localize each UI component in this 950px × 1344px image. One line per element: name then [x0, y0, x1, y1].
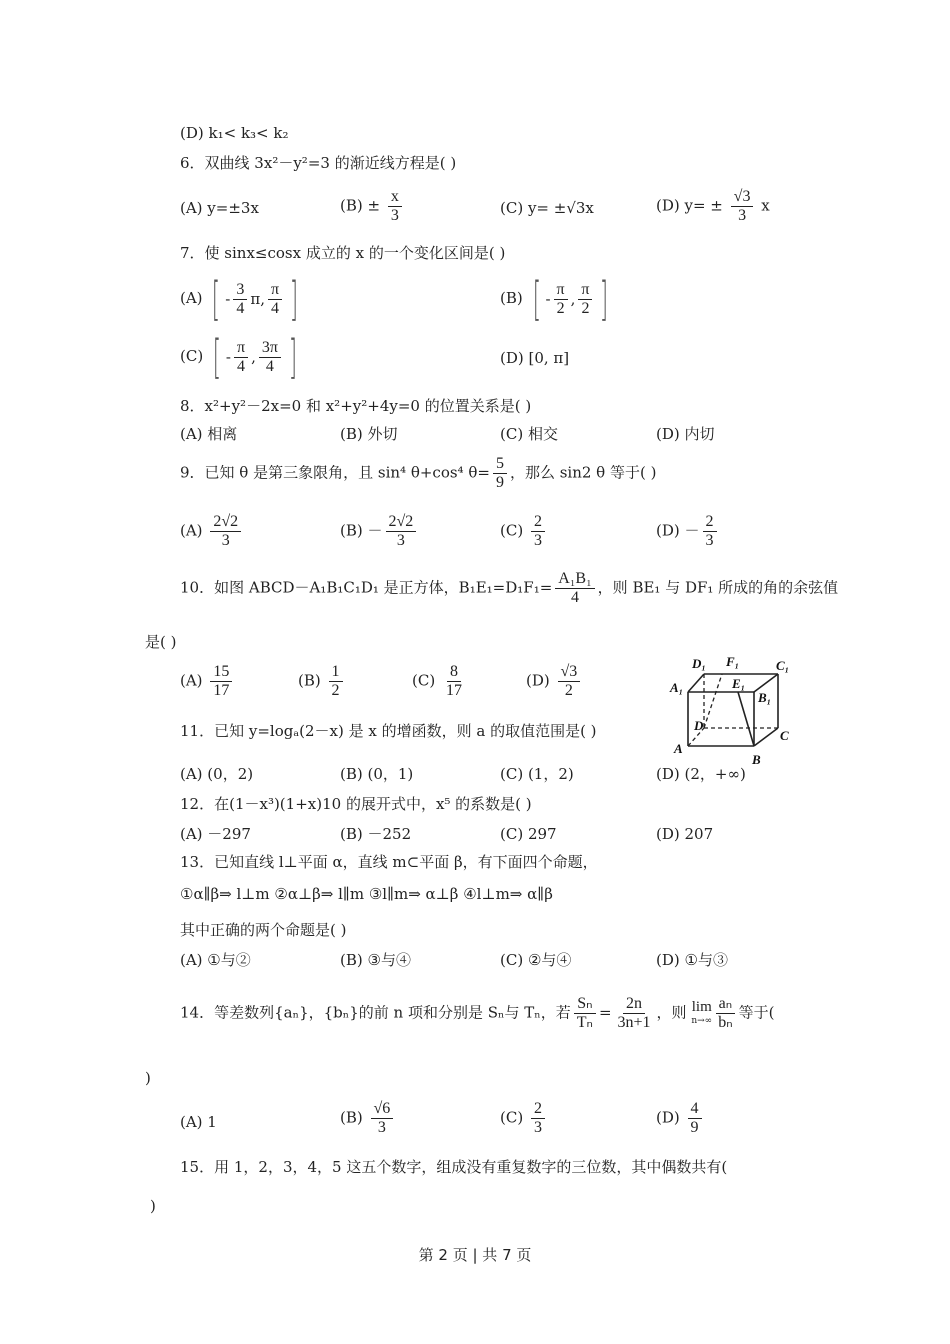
label-d: D	[694, 718, 704, 733]
label-c1: C₁	[776, 658, 790, 673]
q9-option-a: (A) $\frac{2√2}{3}$	[180, 513, 244, 550]
q5-option-d: (D) k₁< k₃< k₂	[180, 124, 289, 142]
q14-option-b: (B) $\frac{√6}{3}$	[340, 1100, 396, 1137]
q7-stem: 7．使 sinx≤cosx 成立的 x 的一个变化区间是( )	[180, 244, 506, 262]
q7-option-a: (A) [ - $\frac{3}{4}$ π, $\frac{\pi}{4}$ ]	[180, 272, 299, 326]
q8-option-b: (B) 外切	[340, 425, 398, 443]
q12-option-c: (C) 297	[500, 825, 557, 843]
q9-option-b: (B) － $\frac{2√2}{3}$	[340, 513, 419, 550]
q6-option-a: (A) y=±3x	[180, 199, 259, 217]
q8-option-d: (D) 内切	[656, 425, 715, 443]
q14-option-c: (C) $\frac{2}{3}$	[500, 1100, 548, 1137]
cube-figure	[668, 650, 798, 768]
page-footer: 第 2 页 | 共 7 页	[418, 1246, 532, 1264]
label-c: C	[780, 728, 789, 743]
fraction: $\frac{√3}{3}$	[731, 188, 754, 225]
q13-option-a: (A) ①与②	[180, 951, 251, 969]
q8-option-c: (C) 相交	[500, 425, 558, 443]
q14-close: )	[145, 1069, 151, 1087]
q12-option-a: (A) －297	[180, 825, 251, 843]
q13-option-d: (D) ①与③	[656, 951, 728, 969]
q9-option-c: (C) $\frac{2}{3}$	[500, 513, 548, 550]
q11-option-a: (A) (0，2)	[180, 765, 254, 783]
q12-option-b: (B) －252	[340, 825, 412, 843]
fraction: $\frac{x}{3}$	[388, 188, 402, 225]
label-f1: F₁	[726, 654, 740, 669]
q13-option-b: (B) ③与④	[340, 951, 411, 969]
q6-option-d: (D) y= ± $\frac{√3}{3}$ x	[656, 188, 770, 224]
q11-option-d: (D) (2，+∞)	[656, 765, 746, 783]
q15-close: )	[150, 1197, 156, 1215]
q10-option-c: (C) $\frac{8}{17}$	[412, 663, 462, 699]
q14-option-d: (D) $\frac{4}{9}$	[656, 1100, 705, 1137]
q14-stem: 14．等差数列{aₙ}，{bₙ}的前 n 项和分别是 Sₙ与 Tₙ，若 $\frac{\text{Sₙ}}{\text{Tₙ}}$ = $\frac{2n}{3n+1}$ ，则 lim n→∞ $\frac{\text{aₙ}}{\text{bₙ}}$ 等于(	[180, 995, 775, 1031]
q9-stem: 9．已知 θ 是第三象限角，且 sin⁴ θ+cos⁴ θ= $\frac{5}{9}$ ，那么 sin2 θ 等于( )	[180, 455, 657, 491]
q10-option-a: (A) $\frac{15}{17}$	[180, 663, 235, 700]
q8-stem: 8．x²+y²－2x=0 和 x²+y²+4y=0 的位置关系是( )	[180, 397, 532, 415]
q13-stem: 13．已知直线 l⊥平面 α，直线 m⊂平面 β，有下面四个命题，	[180, 853, 598, 871]
q10-stem-cont: 是( )	[145, 633, 177, 651]
q6-option-c: (C) y= ±√3x	[500, 199, 594, 217]
label-a1: A₁	[670, 680, 684, 695]
q7-option-d: (D) [0, π]	[500, 349, 570, 367]
label-d1: D₁	[692, 656, 706, 671]
label-e1: E₁	[732, 676, 746, 691]
q13-question: 其中正确的两个命题是( )	[180, 921, 347, 939]
q8-option-a: (A) 相离	[180, 425, 238, 443]
q6-option-b: (B) ± $\frac{x}{3}$	[340, 188, 405, 225]
q14-option-a: (A) 1	[180, 1113, 217, 1131]
q10-stem: 10．如图 ABCD－A₁B₁C₁D₁ 是正方体，B₁E₁=D₁F₁= $\frac{\text{A₁B₁}}{4}$ ，则 BE₁ 与 DF₁ 所成的角的余弦值	[180, 570, 839, 606]
q10-option-d: (D) $\frac{√3}{2}$	[526, 663, 583, 700]
q7-option-c: (C) [ - $\frac{\pi}{4}$ , $\frac{3\pi}{4}$ ]	[180, 330, 297, 384]
label-b1: B₁	[758, 690, 772, 705]
q10-option-b: (B) $\frac{1}{2}$	[298, 663, 346, 700]
q15-stem: 15．用 1，2，3，4，5 这五个数字，组成没有重复数字的三位数，其中偶数共有(	[180, 1158, 728, 1176]
q13-propositions: ①α∥β⇒ l⊥m ②α⊥β⇒ l∥m ③l∥m⇒ α⊥β ④l⊥m⇒ α∥β	[180, 885, 553, 903]
q11-option-b: (B) (0，1)	[340, 765, 414, 783]
q6-stem: 6．双曲线 3x²－y²=3 的渐近线方程是( )	[180, 154, 457, 172]
q13-option-c: (C) ②与④	[500, 951, 572, 969]
label-a: A	[674, 741, 683, 756]
q9-option-d: (D) － $\frac{2}{3}$	[656, 513, 720, 550]
q11-option-c: (C) (1，2)	[500, 765, 574, 783]
q7-option-b: (B) [ - $\frac{\pi}{2}$ , $\frac{\pi}{2}$ ]	[500, 272, 609, 326]
q12-option-d: (D) 207	[656, 825, 714, 843]
q11-stem: 11．已知 y=logₐ(2－x) 是 x 的增函数，则 a 的取值范围是( )	[180, 722, 597, 740]
q12-stem: 12．在(1－x³)(1+x)10 的展开式中，x⁵ 的系数是( )	[180, 795, 532, 813]
label-b: B	[752, 752, 761, 767]
